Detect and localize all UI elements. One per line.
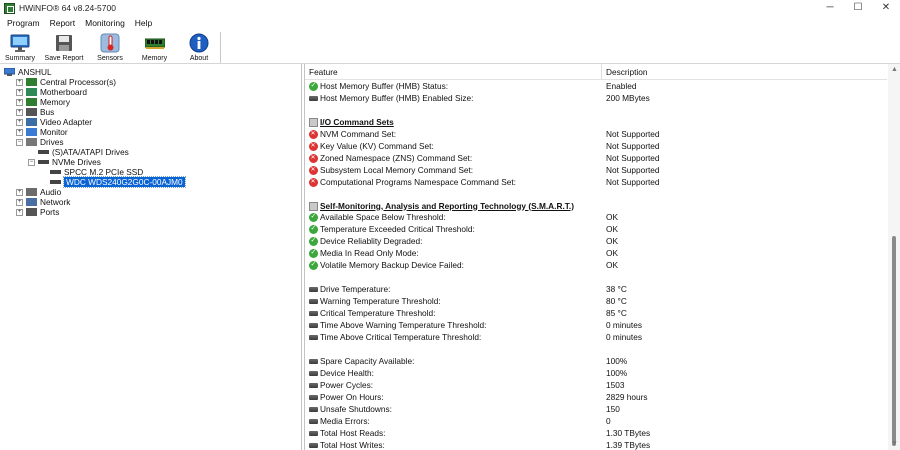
feature-value: 1503 [606, 379, 625, 390]
menu-program[interactable]: Program [7, 18, 40, 28]
hwinfo-app-icon [4, 3, 15, 14]
ok-status-icon [309, 249, 318, 258]
detail-row[interactable] [305, 211, 887, 223]
feature-label: Volatile Memory Backup Device Failed: [320, 260, 464, 271]
feature-value: 100% [606, 355, 628, 366]
detail-row[interactable] [305, 415, 887, 427]
tree-item[interactable] [16, 117, 92, 127]
tree-item[interactable] [16, 197, 70, 207]
detail-row[interactable] [305, 355, 887, 367]
feature-label: Computational Programs Namespace Command Set: [320, 176, 516, 187]
monitor-icon [10, 33, 30, 53]
tree-item-label: Video Adapter [40, 117, 92, 127]
ok-status-icon [309, 237, 318, 246]
drives-icon [26, 138, 37, 146]
feature-label: Host Memory Buffer (HMB) Enabled Size: [320, 92, 474, 103]
feature-value: OK [606, 212, 618, 223]
not-supported-icon [309, 142, 318, 151]
feature-label: Drive Temperature: [320, 284, 391, 295]
info-icon [189, 33, 209, 53]
detail-row[interactable] [305, 92, 887, 104]
floppy-icon [54, 33, 74, 53]
feature-value: 100% [606, 367, 628, 378]
drive-icon [309, 287, 318, 292]
tree-item-label-selected: WDC WDS240G2G0C-00AJM0 [66, 177, 183, 187]
feature-value: 1.39 TBytes [606, 439, 651, 450]
tree-item-label: Monitor [40, 127, 68, 137]
detail-row[interactable] [305, 379, 887, 391]
maximize-button[interactable]: ☐ [853, 1, 863, 13]
expand-icon[interactable]: + [17, 118, 22, 125]
tree-item-label: Motherboard [40, 87, 88, 97]
scroll-up-icon[interactable]: ▲ [891, 66, 898, 73]
expand-icon[interactable]: + [17, 78, 22, 85]
feature-label: Device Reliablity Degraded: [320, 236, 423, 247]
section-icon [309, 118, 318, 127]
tree-item[interactable] [16, 207, 59, 217]
cpu-icon [26, 78, 37, 86]
feature-label: Available Space Below Threshold: [320, 212, 446, 223]
detail-row[interactable] [305, 343, 887, 355]
column-divider[interactable] [601, 64, 602, 80]
sensors-button[interactable] [88, 30, 132, 63]
drive-icon [309, 383, 318, 388]
feature-value: OK [606, 224, 618, 235]
detail-row[interactable] [305, 128, 887, 140]
drive-icon [309, 335, 318, 340]
tree-item[interactable] [16, 97, 70, 107]
tree-item-label: Drives [40, 137, 64, 147]
save-report-button[interactable] [40, 30, 88, 63]
not-supported-icon [309, 166, 318, 175]
detail-row[interactable] [305, 164, 887, 176]
menu-bar [0, 16, 900, 30]
collapse-icon[interactable]: − [17, 138, 22, 145]
detail-row[interactable] [305, 259, 887, 271]
description-column-header[interactable]: Description [606, 67, 648, 77]
detail-row[interactable] [305, 439, 887, 450]
drive-icon [309, 371, 318, 376]
memory-icon [26, 98, 37, 106]
monitor-icon [26, 128, 37, 136]
audio-icon [26, 188, 37, 196]
feature-label: Power On Hours: [320, 391, 384, 402]
detail-row[interactable] [305, 188, 887, 200]
drive-icon [309, 96, 318, 101]
ok-status-icon [309, 261, 318, 270]
feature-value: 38 °C [606, 284, 627, 295]
detail-row[interactable] [305, 223, 887, 235]
close-button[interactable]: ✕ [881, 1, 891, 13]
toolbar [0, 30, 900, 64]
drive-icon [50, 168, 61, 176]
feature-label: Device Health: [320, 367, 374, 378]
drive-icon [309, 407, 318, 412]
tree-item-label: Memory [40, 97, 70, 107]
feature-label: Key Value (KV) Command Set: [320, 140, 434, 151]
detail-row[interactable] [305, 247, 887, 259]
tree-item-label: (S)ATA/ATAPI Drives [52, 147, 129, 157]
tree-item[interactable] [16, 87, 87, 97]
feature-label: Zoned Namespace (ZNS) Command Set: [320, 152, 473, 163]
section-icon [309, 202, 318, 211]
feature-value: 150 [606, 403, 620, 414]
feature-label: Time Above Critical Temperature Threshold: [320, 331, 482, 342]
drive-icon [309, 443, 318, 448]
thermometer-icon [100, 33, 120, 53]
feature-label: Subsystem Local Memory Command Set: [320, 164, 474, 175]
save-report-label: Save Report [44, 55, 84, 62]
tree-item[interactable] [28, 157, 101, 167]
drive-icon [309, 395, 318, 400]
detail-row[interactable] [305, 319, 887, 331]
feature-value: Not Supported [606, 176, 660, 187]
tree-item-label: Ports [40, 207, 60, 217]
ok-status-icon [309, 82, 318, 91]
network-icon [26, 198, 37, 206]
feature-value: Not Supported [606, 164, 660, 175]
window-title: HWiNFO® 64 v8.24-5700 [19, 3, 116, 13]
expand-icon[interactable]: + [17, 98, 22, 105]
motherboard-icon [26, 88, 37, 96]
detail-row[interactable] [305, 331, 887, 343]
feature-column-header[interactable]: Feature [309, 67, 338, 77]
section-title: Self-Monitoring, Analysis and Reporting Technology (S.M.A.R.T.) [320, 200, 574, 211]
feature-label: Unsafe Shutdowns: [320, 403, 392, 414]
tree-root[interactable] [4, 67, 52, 77]
tree-item[interactable] [28, 147, 129, 157]
feature-label: Media In Read Only Mode: [320, 248, 419, 259]
feature-value: 0 minutes [606, 331, 642, 342]
feature-label: NVM Command Set: [320, 128, 397, 139]
menu-report[interactable]: Report [49, 18, 76, 28]
feature-value: 2829 hours [606, 391, 648, 402]
feature-label: Media Errors: [320, 415, 370, 426]
feature-value: Not Supported [606, 128, 660, 139]
section-title: I/O Command Sets [320, 116, 394, 127]
feature-label: Total Host Reads: [320, 427, 386, 438]
ok-status-icon [309, 225, 318, 234]
drive-icon [309, 359, 318, 364]
tree-item[interactable] [16, 77, 116, 87]
device-tree[interactable] [0, 64, 302, 450]
feature-label: Time Above Warning Temperature Threshold: [320, 320, 487, 330]
section-header-row[interactable] [305, 116, 887, 128]
feature-label: Spare Capacity Available: [320, 355, 415, 366]
feature-value: 80 °C [606, 296, 627, 307]
about-label: About [189, 55, 209, 62]
feature-value: 0 [606, 415, 611, 426]
tree-item-label: Audio [40, 187, 62, 197]
scroll-thumb[interactable] [892, 236, 896, 446]
tree-item[interactable] [16, 127, 68, 137]
tree-item[interactable] [40, 167, 143, 177]
detail-row[interactable] [305, 367, 887, 379]
section-header-row[interactable] [305, 200, 887, 212]
detail-row[interactable] [305, 271, 887, 283]
memory-label: Memory [141, 55, 168, 62]
feature-value: 0 minutes [606, 320, 642, 330]
detail-row[interactable] [305, 307, 887, 319]
feature-value: Enabled [606, 81, 637, 91]
sensors-label: Sensors [97, 55, 123, 62]
feature-value: OK [606, 236, 618, 247]
vertical-scrollbar[interactable] [888, 64, 900, 450]
not-supported-icon [309, 130, 318, 139]
video-adapter-icon [26, 118, 37, 126]
menu-help[interactable]: Help [134, 18, 153, 28]
feature-value: 200 MBytes [606, 92, 650, 103]
tree-item[interactable] [16, 187, 61, 197]
tree-root-label: ANSHUL [18, 67, 52, 77]
detail-row[interactable] [305, 391, 887, 403]
expand-icon[interactable]: + [17, 198, 22, 205]
feature-label: Power Cycles: [320, 379, 374, 390]
detail-row[interactable] [305, 427, 887, 439]
drive-icon [309, 311, 318, 316]
tree-item-label: SPCC M.2 PCIe SSD [64, 167, 144, 177]
expand-icon[interactable]: + [17, 188, 22, 195]
about-button[interactable] [177, 30, 221, 63]
collapse-icon[interactable]: − [29, 158, 34, 165]
feature-value: 1.30 TBytes [606, 427, 651, 438]
ports-icon [26, 208, 37, 216]
feature-value: Not Supported [606, 152, 660, 163]
detail-row[interactable] [305, 295, 887, 307]
detail-row[interactable] [305, 80, 887, 92]
memory-button[interactable] [132, 30, 177, 63]
feature-value: OK [606, 260, 618, 271]
memory-module-icon [145, 33, 165, 53]
feature-value: OK [606, 248, 618, 259]
detail-row[interactable] [305, 176, 887, 188]
details-pane [304, 64, 900, 450]
summary-button[interactable] [0, 30, 40, 63]
toolbar-separator [220, 32, 221, 63]
bus-icon [26, 108, 37, 116]
tree-item[interactable] [16, 137, 64, 147]
tree-item-label: Network [40, 197, 71, 207]
drive-icon [38, 148, 49, 156]
feature-label: Temperature Exceeded Critical Threshold: [320, 224, 475, 235]
menu-monitoring[interactable]: Monitoring [85, 18, 125, 28]
drive-icon [50, 178, 61, 186]
detail-row[interactable] [305, 140, 887, 152]
summary-label: Summary [5, 55, 35, 62]
tree-item-label: Bus [40, 107, 55, 117]
detail-row[interactable] [305, 283, 887, 295]
detail-row[interactable] [305, 104, 887, 116]
minimize-button[interactable]: ─ [826, 1, 834, 13]
feature-value: Not Supported [606, 140, 660, 151]
title-bar [0, 0, 900, 16]
drive-icon [309, 323, 318, 328]
drive-icon [309, 299, 318, 304]
not-supported-icon [309, 154, 318, 163]
expand-icon[interactable]: + [17, 128, 22, 135]
window-controls [816, 0, 900, 16]
ok-status-icon [309, 213, 318, 222]
feature-label: Host Memory Buffer (HMB) Status: [320, 81, 449, 91]
drive-icon [309, 431, 318, 436]
drive-icon [309, 419, 318, 424]
tree-item[interactable] [16, 107, 54, 117]
drive-icon [38, 158, 49, 166]
detail-row[interactable] [305, 235, 887, 247]
expand-icon[interactable]: + [17, 108, 22, 115]
tree-item-label: Central Processor(s) [40, 77, 117, 87]
tree-item[interactable] [40, 177, 185, 187]
detail-row[interactable] [305, 152, 887, 164]
feature-value: 85 °C [606, 308, 627, 319]
feature-label: Critical Temperature Threshold: [320, 308, 436, 319]
feature-label: Warning Temperature Threshold: [320, 296, 441, 307]
computer-icon [4, 68, 15, 76]
scroll-down-icon[interactable]: ▼ [891, 440, 898, 447]
detail-row[interactable] [305, 403, 887, 415]
expand-icon[interactable]: + [17, 88, 22, 95]
not-supported-icon [309, 178, 318, 187]
feature-label: Total Host Writes: [320, 439, 385, 450]
expand-icon[interactable]: + [17, 208, 22, 215]
tree-item-label: NVMe Drives [52, 157, 101, 167]
